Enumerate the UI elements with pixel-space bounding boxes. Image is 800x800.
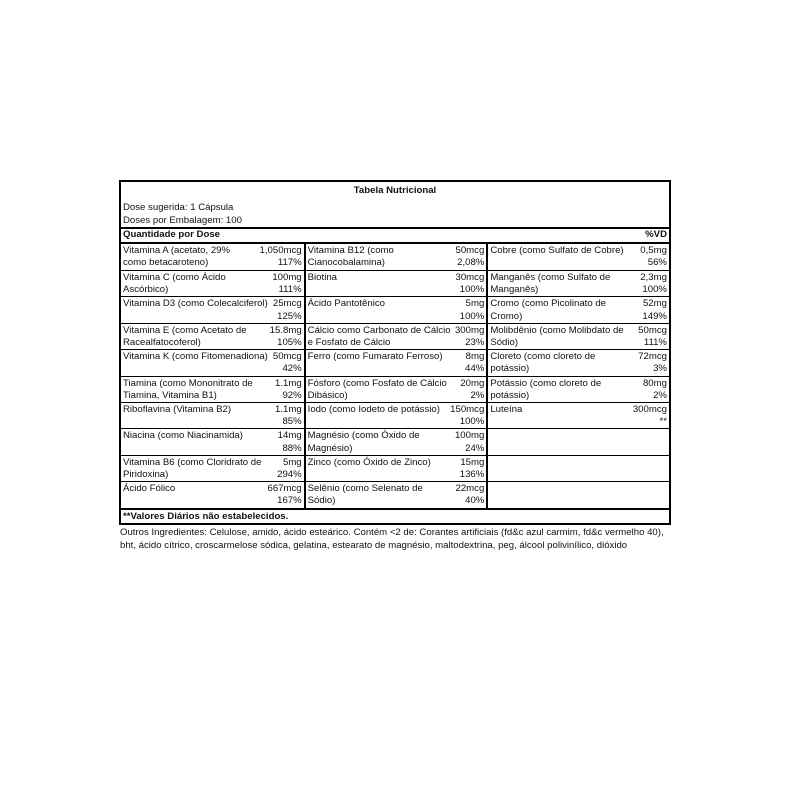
nutrient-values: [451, 429, 484, 454]
nutrient-cell: [488, 402, 669, 428]
nutrient-name: Vitamina C (como Ácido Ascórbico): [123, 272, 226, 296]
nutrient-daily-value: 85%: [282, 416, 302, 428]
header-daily-value: %VD: [645, 229, 667, 241]
nutrient-cell: [121, 455, 304, 481]
nutrient-values: [634, 350, 667, 375]
nutrient-daily-value: 294%: [277, 469, 302, 481]
nutrient-amount: 14mg: [277, 430, 302, 442]
nutrient-cell: [488, 296, 669, 322]
nutrient-values: [456, 297, 485, 322]
nutrient-values: [266, 324, 302, 349]
other-ingredients: Outros Ingredientes: Celulose, amido, ácido esteárico. Contém <2 de: Corantes artificiais (fd&c azul carmim, fd&c vermelho 40), bht, ácido cítrico, croscarmelose sódica, gelatina, estearato de magnésio, maltodextrina, peg, álcool polivinílico, dióxido: [120, 527, 664, 552]
nutrient-amount: 52mg: [642, 298, 667, 310]
nutrient-daily-value: 2%: [470, 389, 485, 401]
nutrient-cell: [121, 270, 304, 296]
nutrient-amount: 15.8mg: [269, 324, 302, 336]
nutrient-daily-value: **: [659, 416, 667, 428]
nutrient-amount: 20mg: [460, 377, 485, 389]
nutrient-daily-value: 92%: [282, 389, 302, 401]
nutrient-amount: 50mcg: [638, 324, 667, 336]
nutrient-cell: [488, 481, 669, 507]
nutrient-name: Cálcio como Carbonato de Cálcio e Fosfato de Cálcio: [307, 324, 451, 349]
nutrient-daily-value: 105%: [277, 337, 302, 349]
nutrient-values: [451, 324, 484, 349]
nutrient-amount: 100mg: [454, 430, 485, 442]
nutrient-cell: [306, 481, 487, 507]
nutrient-amount: 2,3mg: [640, 272, 667, 284]
nutrient-values: [274, 429, 302, 454]
nutrient-daily-value: 100%: [459, 310, 485, 322]
nutrient-daily-value: 100%: [459, 416, 485, 428]
nutrient-amount: 300mg: [454, 324, 485, 336]
servings-per-package: Doses por Embalagem: 100: [123, 214, 242, 226]
nutrient-daily-value: 2%: [653, 389, 667, 401]
nutrient-name: Cromo (como Picolinato de Cromo): [490, 298, 607, 322]
nutrient-name: Molibdênio (como Molibdato de Sódio): [490, 324, 624, 349]
nutrient-name: Ácido Fólico: [123, 483, 176, 495]
nutrient-name: Cloreto (como cloreto de potássio): [490, 351, 596, 375]
nutrition-table: [119, 180, 671, 525]
nutrient-column: [486, 244, 669, 508]
nutrient-amount: 1,050mcg: [259, 244, 302, 256]
nutrient-amount: 5mg: [465, 298, 485, 310]
nutrient-name: [490, 429, 663, 454]
nutrient-amount: 667mcg: [267, 483, 302, 495]
nutrient-name: Tiamina (como Mononitrato de Tiamina, Vitamina B1): [123, 377, 253, 401]
nutrient-name: [490, 482, 663, 507]
nutrient-amount: 0,5mg: [640, 244, 667, 256]
nutrient-daily-value: 111%: [643, 337, 667, 349]
nutrient-cell: [306, 296, 487, 322]
nutrient-daily-value: 23%: [465, 337, 485, 349]
nutrient-cell: [488, 376, 669, 402]
nutrient-name: Fósforo (como Fosfato de Cálcio Dibásico): [307, 377, 447, 401]
nutrient-amount: 50mcg: [272, 351, 302, 363]
nutrient-amount: 100mg: [272, 272, 302, 284]
nutrient-amount: 8mg: [465, 351, 485, 363]
nutrient-cell: [121, 296, 304, 322]
nutrient-name: Manganês (como Sulfato de Manganês): [490, 272, 611, 296]
nutrient-daily-value: 111%: [278, 284, 302, 296]
nutrient-values: [636, 271, 667, 296]
nutrient-cell: [306, 376, 487, 402]
nutrient-name: Vitamina D3 (como Colecalciferol): [123, 298, 268, 310]
nutrient-values: [264, 482, 302, 507]
nutrient-values: [452, 482, 485, 507]
nutrient-values: [271, 403, 302, 428]
nutrient-cell: [488, 349, 669, 375]
nutrient-cell: [488, 455, 669, 481]
nutrient-amount: 50mcg: [455, 244, 485, 256]
nutrient-amount: 80mg: [642, 377, 667, 389]
nutrient-cell: [121, 244, 304, 270]
nutrient-daily-value: 2,08%: [457, 256, 485, 268]
nutrient-values: [638, 297, 667, 322]
nutrient-name: Riboflavina (Vitamina B2): [123, 404, 232, 416]
nutrient-cell: [121, 349, 304, 375]
nutrient-name: Vitamina E (como Acetato de Racealfatocoferol): [123, 324, 247, 349]
nutrient-amount: 150mcg: [450, 404, 485, 416]
nutrient-name: Cobre (como Sulfato de Cobre): [490, 244, 624, 256]
nutrient-daily-value: 88%: [282, 442, 302, 454]
nutrient-name: Zinco (como Óxido de Zinco): [307, 456, 431, 468]
nutrient-name: [490, 456, 663, 481]
nutrient-name: Vitamina B12 (como Cianocobalamina): [307, 244, 394, 268]
nutrient-name: Selênio (como Selenato de Sódio): [307, 483, 423, 507]
nutrient-daily-value: 117%: [277, 256, 302, 268]
nutrient-daily-value: 24%: [465, 442, 485, 454]
nutrient-name: Vitamina K (como Fitomenadiona): [123, 351, 268, 363]
nutrient-values: [629, 403, 667, 428]
nutrient-grid: [121, 244, 669, 508]
nutrient-cell: [121, 323, 304, 349]
nutrient-cell: [306, 402, 487, 428]
nutrient-values: [269, 297, 302, 322]
nutrient-values: [663, 429, 667, 454]
nutrient-values: [636, 244, 667, 270]
nutrient-cell: [306, 349, 487, 375]
nutrient-name: Potássio (como cloreto de potássio): [490, 377, 602, 401]
nutrient-cell: [488, 428, 669, 454]
nutrient-name: Iodo (como Iodeto de potássio): [307, 404, 440, 416]
nutrient-daily-value: 56%: [647, 256, 667, 268]
header-amount-per-dose: Quantidade por Dose: [123, 229, 221, 241]
nutrient-values: [456, 377, 484, 402]
nutrient-values: [461, 350, 484, 375]
nutrient-values: [268, 271, 301, 296]
nutrient-values: [269, 350, 302, 375]
table-header: [121, 227, 669, 244]
nutrient-values: [256, 244, 302, 270]
nutrient-cell: [488, 270, 669, 296]
table-title: Tabela Nutricional: [353, 185, 437, 196]
nutrient-daily-value: 100%: [642, 284, 667, 296]
footnote: **Valores Diários não estabelecidos.: [121, 508, 669, 524]
nutrient-amount: 30mcg: [455, 272, 485, 284]
nutrient-name: Vitamina B6 (como Cloridrato de Piridoxina): [123, 456, 262, 481]
nutrient-cell: [306, 244, 487, 270]
nutrient-name: Vitamina A (acetato, 29% como betacaroteno): [123, 244, 231, 268]
nutrient-daily-value: 3%: [653, 363, 667, 375]
nutrient-column: [121, 244, 304, 508]
nutrient-cell: [121, 428, 304, 454]
nutrient-amount: 22mcg: [455, 483, 485, 495]
nutrient-daily-value: 44%: [465, 363, 485, 375]
nutrient-name: Niacina (como Niacinamida): [123, 430, 243, 442]
nutrient-amount: 25mcg: [272, 298, 302, 310]
nutrient-daily-value: 125%: [277, 310, 302, 322]
nutrient-values: [456, 456, 485, 481]
nutrient-amount: 5mg: [282, 456, 302, 468]
nutrient-values: [663, 482, 667, 507]
nutrient-cell: [488, 323, 669, 349]
nutrient-amount: 300mcg: [632, 404, 667, 416]
nutrient-values: [452, 271, 485, 296]
nutrient-cell: [121, 481, 304, 507]
nutrient-daily-value: 42%: [282, 363, 302, 375]
nutrient-name: Biotina: [307, 272, 337, 284]
nutrient-daily-value: 136%: [459, 469, 485, 481]
serving-info: [121, 201, 669, 227]
nutrient-values: [271, 377, 302, 402]
nutrient-amount: 1.1mg: [274, 404, 302, 416]
nutrient-name: Magnésio (como Óxido de Magnésio): [307, 430, 420, 454]
nutrient-cell: [306, 270, 487, 296]
nutrient-daily-value: 40%: [465, 495, 485, 507]
nutrient-values: [446, 403, 484, 428]
nutrient-amount: 72mcg: [638, 351, 667, 363]
nutrition-panel: [119, 180, 671, 552]
nutrient-daily-value: 149%: [642, 310, 667, 322]
nutrient-cell: [121, 376, 304, 402]
nutrient-column: [304, 244, 487, 508]
nutrient-cell: [306, 428, 487, 454]
nutrient-name: Luteína: [490, 404, 523, 416]
nutrient-values: [273, 456, 302, 481]
nutrient-cell: [306, 323, 487, 349]
nutrient-values: [639, 377, 667, 402]
nutrient-daily-value: 167%: [277, 495, 302, 507]
serving-size: Dose sugerida: 1 Cápsula: [123, 202, 234, 214]
nutrient-name: Ferro (como Fumarato Ferroso): [307, 351, 443, 363]
nutrient-values: [452, 244, 485, 270]
nutrient-cell: [488, 244, 669, 270]
nutrient-values: [663, 456, 667, 481]
nutrient-values: [634, 324, 667, 349]
nutrient-amount: 1.1mg: [274, 377, 302, 389]
nutrient-cell: [121, 402, 304, 428]
nutrient-amount: 15mg: [460, 456, 485, 468]
nutrient-daily-value: 100%: [459, 284, 485, 296]
nutrient-name: Ácido Pantotênico: [307, 298, 385, 310]
nutrient-cell: [306, 455, 487, 481]
